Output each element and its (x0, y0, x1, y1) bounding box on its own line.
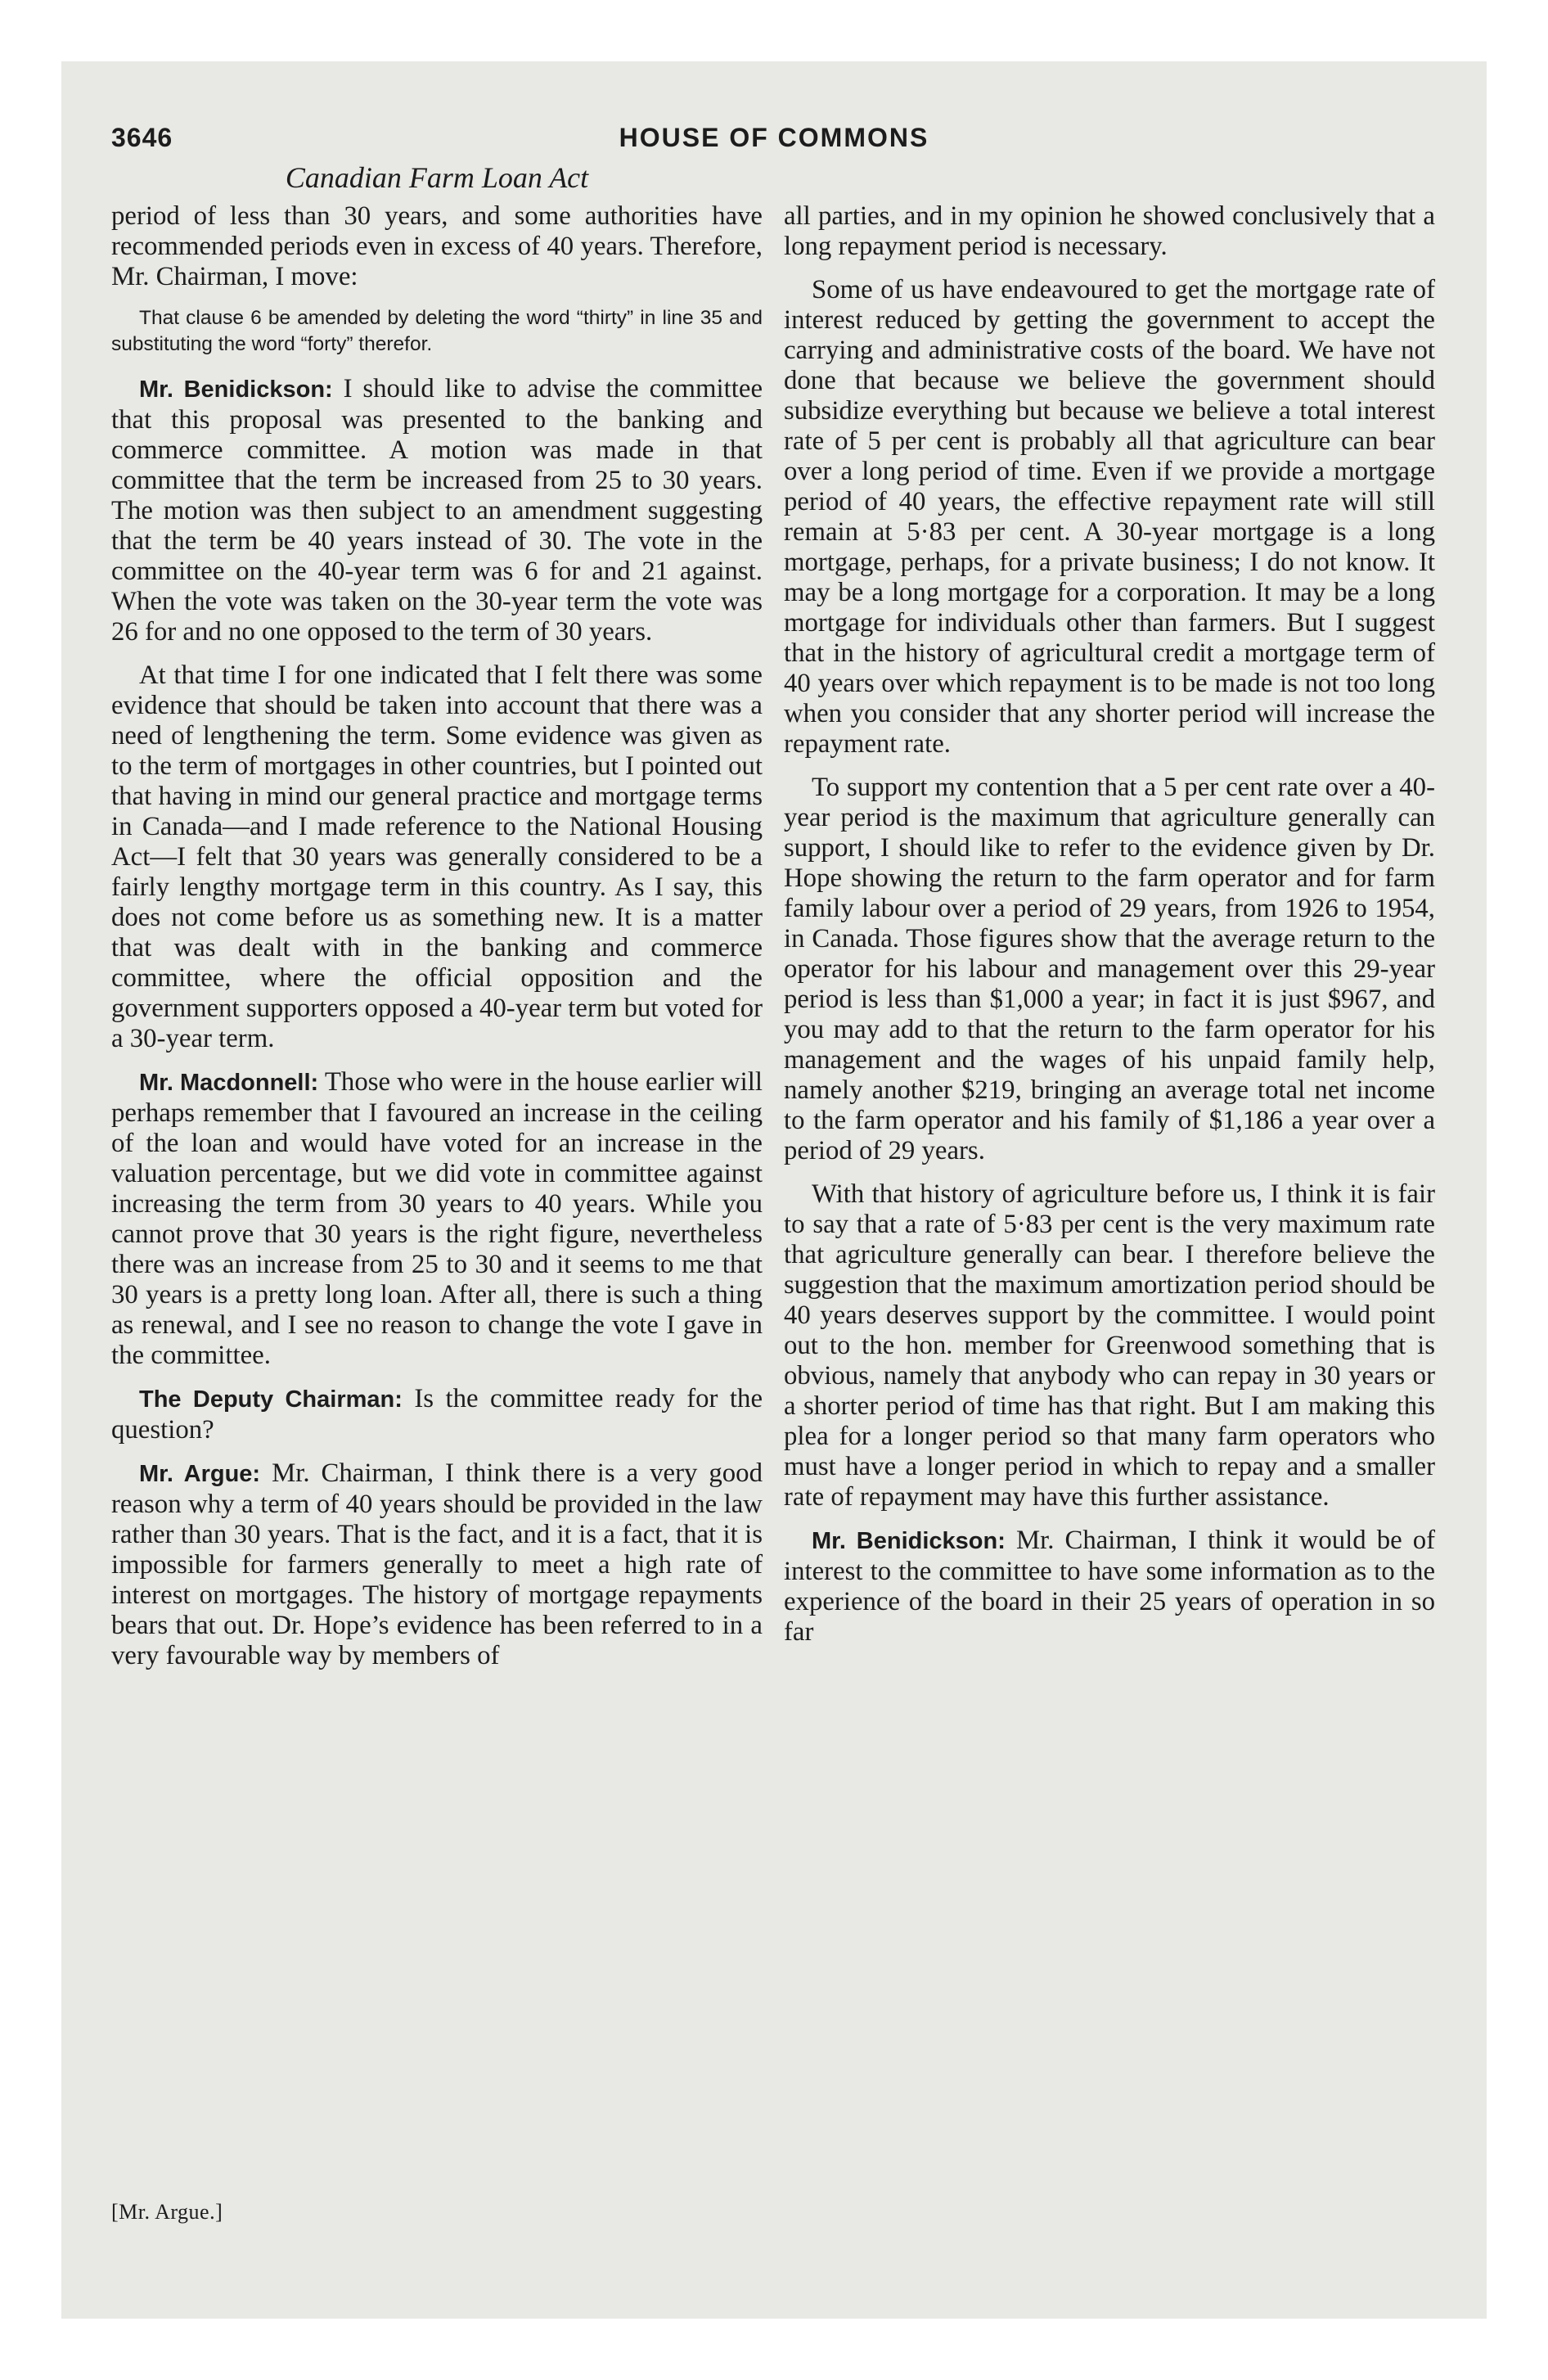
paragraph: With that history of agriculture before us, I think it is fair to say that a rate of 5·83 per cent is the very maximum rate that agriculture generally can bear. I therefore believe the suggestion that the maximum amortization period should be 40 years deserves support by the committee. I would point out to the hon. member for Greenwood something that is obvious, namely that anybody who can repay in 30 years or a shorter period of time has that right. But I am making this plea for a longer period so that many farm operators who must have a longer period in which to repay and a smaller rate of repayment may have this further assistance. (784, 1179, 1435, 1512)
speech-text: Is the committee ready for the question? (111, 1384, 763, 1445)
quoted-motion: That clause 6 be amended by deleting the word “thirty” in line 35 and substituting the word “forty” therefor. (111, 307, 763, 355)
paragraph: At that time I for one indicated that I felt there was some evidence that should be taken into account that there was a need of lengthening the term. Some evidence was given as to the term of mortgages in other countries, but I pointed out that having in mind our general practice and mortgage terms in Canada—and I made reference to the National Housing Act—I felt that 30 years was generally considered to be a fairly lengthy mortgage term in this country. As I say, this does not come before us as something new. It is a matter that was dealt with in the banking and commerce committee, where the official opposition and the government supporters opposed a 40-year term but voted for a 30-year term. (111, 660, 763, 1053)
speaker-name: The Deputy Chairman: (139, 1386, 403, 1413)
speaker-name: Mr. Benidickson: (812, 1528, 1006, 1554)
speaker-name: Mr. Macdonnell: (139, 1070, 319, 1096)
page-number: 3646 (111, 123, 173, 152)
footer-speaker-note: [Mr. Argue.] (111, 2200, 223, 2224)
right-column (784, 201, 1435, 1661)
left-column (111, 201, 763, 1684)
speech-paragraph (784, 1526, 1435, 1648)
speech-text: Mr. Chairman, I think it would be of interest to the committee to have some information as to the experience of the board in their 25 years of operation in so far (784, 1526, 1436, 1647)
speech-text: Mr. Chairman, I think there is a very good reason why a term of 40 years should be provided in the law rather than 30 years. That is the fact, and it is a fact, that it is impossible for farmers generally to meet a high rate of interest on mortgages. The history of mortgage repayments bears that out. Dr. Hope’s evidence has been referred to in a very favourable way by members of (111, 1458, 763, 1670)
speech-text: Those who were in the house earlier will perhaps remember that I favoured an increase in the ceiling of the loan and would have voted for an increase in the valuation percentage, but we did vote in committee against increasing the term from 30 years to 40 years. While you cannot prove that 30 years is the right figure, nevertheless there was an increase from 25 to 30 and it seems to me that 30 years is a pretty long loan. After all, there is such a thing as renewal, and I see no reason to change the vote I gave in the committee. (111, 1067, 763, 1370)
speech-paragraph (111, 1458, 763, 1671)
speaker-name: Mr. Argue: (139, 1461, 261, 1487)
paragraph: To support my contention that a 5 per cent rate over a 40-year period is the maximum that agriculture generally can support, I should like to refer to the evidence given by Dr. Hope showing the return to the farm operator and for farm family labour over a period of 29 years, from 1926 to 1954, in Canada. Those figures show that the average return to the operator for his labour and management over this 29-year period is less than $1,000 a year; in fact it is just $967, and you may add to that the return to the farm operator for his management and the wages of his unpaid family help, namely another $219, bringing an average total net income to the farm operator and his family of $1,186 a year over a period of 29 years. (784, 773, 1435, 1165)
speech-paragraph (111, 374, 763, 647)
speech-paragraph (111, 1384, 763, 1445)
speech-paragraph (111, 1067, 763, 1371)
speaker-name: Mr. Benidickson: (139, 376, 333, 403)
paragraph: Some of us have endeavoured to get the mortgage rate of interest reduced by getting the government to accept the carrying and administrative costs of the board. We have not done that because we believe the government should subsidize everything but because we believe a total interest rate of 5 per cent is probably all that agriculture can bear over a long period of time. Even if we provide a mortgage period of 40 years, the effective repayment rate will still remain at 5·83 per cent. A 30-year mortgage is a long mortgage, perhaps, for a private business; I do not know. It may be a long mortgage for a corporation. It may be a long mortgage for individuals other than farmers. But I suggest that in the history of agricultural credit a mortgage term of 40 years over which repayment is to be made is not too long when you consider that any shorter period will increase the repayment rate. (784, 275, 1435, 759)
continued-paragraph: all parties, and in my opinion he showed conclusively that a long repayment period is necessary. (784, 201, 1435, 261)
running-head: HOUSE OF COMMONS (619, 123, 929, 152)
section-subtitle: Canadian Farm Loan Act (285, 161, 589, 194)
continued-paragraph: period of less than 30 years, and some authorities have recommended periods even in excess of 40 years. Therefore, Mr. Chairman, I move: (111, 201, 763, 291)
speech-text: I should like to advise the committee that this proposal was presented to the banking and commerce committee. A motion was made in that committee that the term be increased from 25 to 30 years. The motion was then subject to an amendment suggesting that the term be 40 years instead of 30. The vote in the committee on the 40-year term was 6 for and 21 against. When the vote was taken on the 30-year term the vote was 26 for and no one opposed to the term of 30 years. (111, 374, 763, 647)
